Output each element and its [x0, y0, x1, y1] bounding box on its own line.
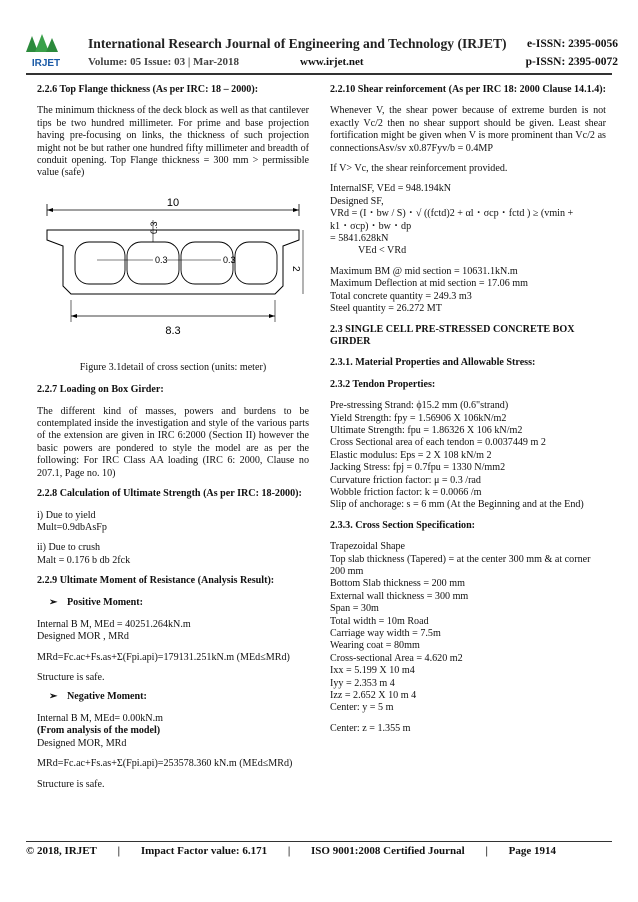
logo-text: IRJET: [31, 58, 61, 69]
dim-inner3-label: 0.3: [223, 254, 236, 265]
text-line: Total concrete quantity = 249.3 m3: [330, 290, 472, 302]
arrow-bullet-icon: ➢: [49, 596, 58, 608]
footer-divider: [26, 841, 612, 842]
crush-formula: Malt = 0.176 b db 2fck: [37, 554, 131, 566]
text-line: Curvature friction factor: μ = 0.3 /rad: [330, 474, 481, 486]
yield-formula: Mult=0.9dbAsFp: [37, 521, 107, 533]
text-line: Bottom Slab thickness = 200 mm: [330, 578, 465, 590]
section-heading: 2.2.7 Loading on Box Girder:: [37, 384, 164, 396]
footer-iso: ISO 9001:2008 Certified Journal: [311, 845, 465, 857]
text-line: Cross Sectional area of each tendon = 0.0037449 m 2: [330, 437, 546, 449]
volume-issue: Volume: 05 Issue: 03 | Mar-2018: [88, 56, 240, 68]
section-heading: 2.2.8 Calculation of Ultimate Strength (As per IRC: 18-2000):: [37, 488, 302, 500]
text-line: Wobble friction factor: k = 0.0066 /m: [330, 486, 482, 498]
text-line: InternalSF, VEd = 948.194kN: [330, 183, 452, 195]
footer-page: Page 1914: [508, 845, 557, 857]
text-line: Jacking Stress: fpj = 0.7fpu = 1330 N/mm2: [330, 462, 506, 474]
text-line: If V> Vc, the shear reinforcement provided.: [330, 163, 508, 175]
text-line: (From analysis of the model): [37, 725, 161, 737]
dim-side-label: 2: [290, 265, 301, 272]
right-column: [330, 84, 606, 735]
text-line: Designed SF,: [330, 195, 384, 207]
cross-section-spec: [330, 541, 606, 715]
paragraph: Slip of anchorage: s = 6 mm (At the Beginning and at the End): [330, 499, 584, 511]
text-line: VRd = (I・bw / S)・√ ((fctd)2 + αl・σcp・fctd ) ≥ (vmin +: [330, 208, 574, 220]
text-line: Internal B M, MEd = 40251.264kN.m: [37, 618, 191, 630]
section-heading: 2.3.3. Cross Section Specification:: [330, 519, 476, 531]
negative-moment-label: Negative Moment:: [67, 690, 147, 702]
text-line: Total width = 10m Road: [330, 615, 429, 627]
text-line: Maximum BM @ mid section = 10631.1kN.m: [330, 265, 518, 277]
dim-bottom-label: 8.3: [165, 324, 181, 337]
text-line: Cross-sectional Area = 4.620 m2: [330, 652, 463, 664]
journal-title: International Research Journal of Engineering and Technology (IRJET): [88, 36, 507, 51]
text-line: Pre-stressing Strand: ϕ15.2 mm (0.6"strand): [330, 400, 509, 412]
section-heading: 2.3.2 Tendon Properties:: [330, 378, 436, 390]
bullet-positive: [49, 597, 309, 609]
text-line: VEd < VRd: [358, 245, 407, 257]
text-line: k1・σcp)・bw・dp: [330, 220, 412, 232]
cross-section-figure: [37, 188, 309, 356]
text-line: Center: z = 1.355 m: [330, 722, 411, 734]
text-line: Span = 30m: [330, 603, 379, 615]
text-line: Trapezoidal Shape: [330, 541, 406, 553]
text-line: Steel quantity = 26.272 MT: [330, 303, 442, 315]
text-line: Center: y = 5 m: [330, 702, 394, 714]
p-issn: p-ISSN: 2395-0072: [525, 56, 618, 68]
dim-inner1-label: 0.3: [149, 221, 159, 234]
text-line: Structure is safe.: [37, 778, 105, 790]
formula-line: MRd=Fc.ac+Fs.as+Σ(Fpi.api)=253578.360 kN.m (MEd≤MRd): [37, 758, 293, 770]
arrow-bullet-icon: ➢: [49, 690, 58, 702]
text-line: Internal B M, MEd= 0.00kN.m: [37, 712, 163, 724]
section-heading: 2.2.9 Ultimate Moment of Resistance (Analysis Result):: [37, 575, 275, 587]
footer-copyright: © 2018, IRJET: [26, 845, 97, 857]
positive-moment-label: Positive Moment:: [67, 596, 143, 608]
paragraph: The different kind of masses, powers and burdens to be contemplated inside the investigation and style of the various parts of the extension are given in IRC 6:2000 (Section II) however the basic powers are pondered to style the model are as per the following: For IRC Class AA loading (IRC 6: 2000, Clause no 207.1, Page no. 10): [37, 405, 309, 479]
website-link[interactable]: www.irjet.net: [300, 56, 364, 68]
page-footer: [26, 845, 612, 857]
bullet-negative: [49, 691, 309, 703]
yield-label: i) Due to yield: [37, 509, 96, 521]
header-divider: [26, 73, 612, 75]
text-line: External wall thickness = 300 mm: [330, 590, 469, 602]
section-heading: 2.3 SINGLE CELL PRE-STRESSED CONCRETE BOX GIRDER: [330, 323, 575, 347]
formula-line: MRd=Fc.ac+Fs.as+Σ(Fpi.api)=179131.251kN.m (MEd≤MRd): [37, 651, 290, 663]
text-line: Designed MOR, MRd: [37, 737, 127, 749]
text-line: Wearing coat = 80mm: [330, 640, 420, 652]
text-line: Yield Strength: fpy = 1.56906 X 106kN/m2: [330, 412, 507, 424]
text-line: Carriage way width = 7.5m: [330, 628, 441, 640]
text-line: Top slab thickness (Tapered) = at the center 300 mm & at corner 200 mm: [330, 553, 591, 577]
figure-caption: Figure 3.1detail of cross section (units: meter): [79, 361, 267, 373]
text-line: Designed MOR , MRd: [37, 631, 129, 643]
footer-sep: |: [117, 845, 121, 857]
text-line: Izz = 2.652 X 10 m 4: [330, 690, 417, 702]
text-line: = 5841.628kN: [330, 233, 389, 245]
text-line: Maximum Deflection at mid section = 17.06 mm: [330, 278, 529, 290]
page-header: [0, 0, 638, 80]
footer-sep: |: [485, 845, 488, 857]
footer-sep: |: [287, 845, 291, 857]
text-line: Structure is safe.: [37, 672, 105, 684]
section-heading: 2.2.10 Shear reinforcement (As per IRC 18: 2000 Clause 14.1.4):: [330, 84, 606, 95]
section-heading: 2.3.1. Material Properties and Allowable Stress:: [330, 357, 536, 369]
left-column: [37, 84, 309, 791]
shear-block: [330, 183, 606, 257]
text-line: Ultimate Strength: fpu = 1.86326 X 106 kN/m2: [330, 424, 523, 436]
irjet-logo: [22, 34, 70, 72]
paragraph: The minimum thickness of the deck block as well as that cantilever tips be two hundred millimeter. For prime and base projection having pre-focusing on links, the thickness of such projection might not be but rather one hundred fifty millimeter and breadth of conduit opening. Top Flange thickness = 300 mm > permissible value (safe): [37, 105, 309, 179]
text-line: Ixx = 5.199 X 10 m4: [330, 665, 415, 677]
paragraph: Whenever V, the shear power because of extreme burden is not exactly Vc/2 then no shear support should be given. Least shear fortification might be given when V is more prominent than Vc/2 as connectionsAsv/sv x0.87Fyv/b = 0.4MP: [330, 105, 606, 154]
text-line: Elastic modulus: Eps = 2 X 108 kN/m 2: [330, 449, 492, 461]
section-heading: 2.2.6 Top Flange thickness (As per IRC: 18 – 2000):: [37, 84, 259, 95]
e-issn: e-ISSN: 2395-0056: [526, 38, 618, 50]
crush-label: ii) Due to crush: [37, 542, 101, 554]
dim-inner2-label: 0.3: [155, 254, 168, 265]
text-line: Iyy = 2.353 m 4: [330, 677, 395, 689]
footer-impact: Impact Factor value: 6.171: [140, 845, 268, 857]
dim-top-label: 10: [166, 196, 180, 209]
